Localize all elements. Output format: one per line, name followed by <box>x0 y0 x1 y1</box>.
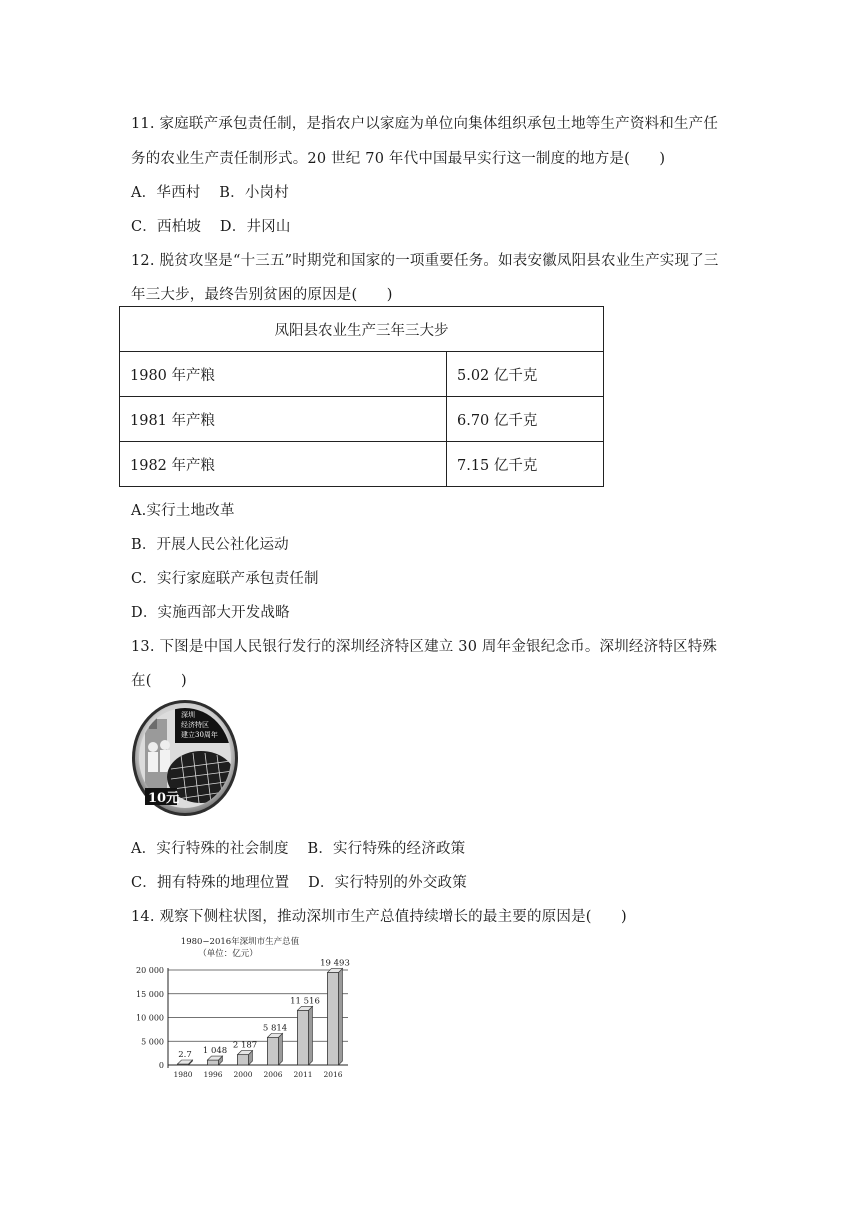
x-tick-label: 2000 <box>233 1070 253 1079</box>
x-tick-label: 1980 <box>173 1070 193 1079</box>
coin-text-line3: 建立30周年 <box>181 731 218 739</box>
q13-option-c[interactable]: C．拥有特殊的地理位置 <box>131 875 290 891</box>
bar <box>328 972 339 1065</box>
table-row <box>120 397 604 442</box>
bar-side <box>339 968 343 1065</box>
table-row <box>120 442 604 487</box>
x-tick-label: 2011 <box>293 1070 313 1079</box>
bar <box>208 1060 219 1065</box>
table-cell-label: 1982 年产粮 <box>120 442 447 487</box>
bar-value-label: 5 814 <box>262 1023 288 1034</box>
bar-value-label: 1 048 <box>202 1046 228 1057</box>
q13-stem-line1: 13. 下图是中国人民银行发行的深圳经济特区建立 30 周年金银纪念币。深圳经济特区特殊 <box>131 639 718 655</box>
y-tick-label: 20 000 <box>136 966 164 975</box>
chart-subtitle: （单位：亿元） <box>198 949 258 959</box>
table-cell-value: 6.70 亿千克 <box>447 397 604 442</box>
table-cell-label: 1981 年产粮 <box>120 397 447 442</box>
q12-stem-line1: 12. 脱贫攻坚是“十三五”时期党和国家的一项重要任务。如表安徽凤阳县农业生产实现了三 <box>131 253 719 269</box>
bar-side <box>309 1006 313 1065</box>
bar-side <box>279 1033 283 1065</box>
table-header-row <box>120 307 604 352</box>
q13-options-row2 <box>131 871 467 892</box>
bar-value-label: 2.7 <box>178 1050 192 1060</box>
q13-stem-line2: 在( ) <box>131 673 187 689</box>
q11-option-a[interactable]: A．华西村 <box>131 185 201 201</box>
y-tick-label: 0 <box>158 1061 164 1070</box>
q11-stem-line1: 11. 家庭联产承包责任制，是指农户以家庭为单位向集体组织承包土地等生产资料和生产任 <box>131 116 719 132</box>
table-cell-value: 7.15 亿千克 <box>447 442 604 487</box>
gdp-bar-chart <box>128 935 353 1085</box>
y-tick-label: 5 000 <box>141 1037 164 1047</box>
chart-title: 1980−2016年深圳市生产总值 <box>180 937 300 947</box>
bar <box>268 1037 279 1065</box>
q13-option-a[interactable]: A．实行特殊的社会制度 <box>131 841 289 857</box>
table-row <box>120 352 604 397</box>
q11-option-b[interactable]: B．小岗村 <box>219 185 289 201</box>
q11-options-row1 <box>131 181 289 202</box>
coin-denomination: 10元 <box>148 791 180 806</box>
bar-value-label: 2 187 <box>232 1040 258 1051</box>
x-tick-label: 1996 <box>203 1070 223 1079</box>
q13-options-row1 <box>131 837 465 858</box>
q14-stem: 14. 观察下侧柱状图，推动深圳市生产总值持续增长的最主要的原因是( ) <box>131 909 627 925</box>
y-tick-label: 10 000 <box>136 1013 164 1023</box>
chart-plot-area <box>136 958 350 1079</box>
q12-option-a[interactable]: A.实行土地改革 <box>131 503 235 519</box>
q12-option-d[interactable]: D．实施西部大开发战略 <box>131 605 290 621</box>
bar-value-label: 19 493 <box>320 958 350 969</box>
q13-option-b[interactable]: B．实行特殊的经济政策 <box>307 841 466 857</box>
bar <box>298 1010 309 1065</box>
q11-option-c[interactable]: C．西柏坡 <box>131 219 202 235</box>
q11-options-row2 <box>131 215 291 236</box>
bar <box>238 1055 249 1065</box>
x-tick-label: 2016 <box>323 1070 343 1079</box>
grain-output-table <box>119 306 604 487</box>
q12-option-c[interactable]: C．实行家庭联产承包责任制 <box>131 571 319 587</box>
coin-text-line1: 深圳 <box>181 711 195 719</box>
table-cell-value: 5.02 亿千克 <box>447 352 604 397</box>
q12-option-b[interactable]: B．开展人民公社化运动 <box>131 537 289 553</box>
q13-option-d[interactable]: D．实行特别的外交政策 <box>308 875 467 891</box>
coin-text-line2: 经济特区 <box>181 721 209 729</box>
y-tick-label: 15 000 <box>136 989 164 999</box>
table-cell-label: 1980 年产粮 <box>120 352 447 397</box>
x-tick-label: 2006 <box>263 1070 283 1079</box>
bar-value-label: 11 516 <box>290 996 320 1007</box>
table-title: 凤阳县农业生产三年三大步 <box>120 307 604 352</box>
q12-stem-line2: 年三大步，最终告别贫困的原因是( ) <box>131 287 393 303</box>
commemorative-coin-image <box>131 699 239 817</box>
q11-option-d[interactable]: D．井冈山 <box>219 219 291 235</box>
q11-stem-line2: 务的农业生产责任制形式。20 世纪 70 年代中国最早实行这一制度的地方是( ) <box>131 151 666 167</box>
